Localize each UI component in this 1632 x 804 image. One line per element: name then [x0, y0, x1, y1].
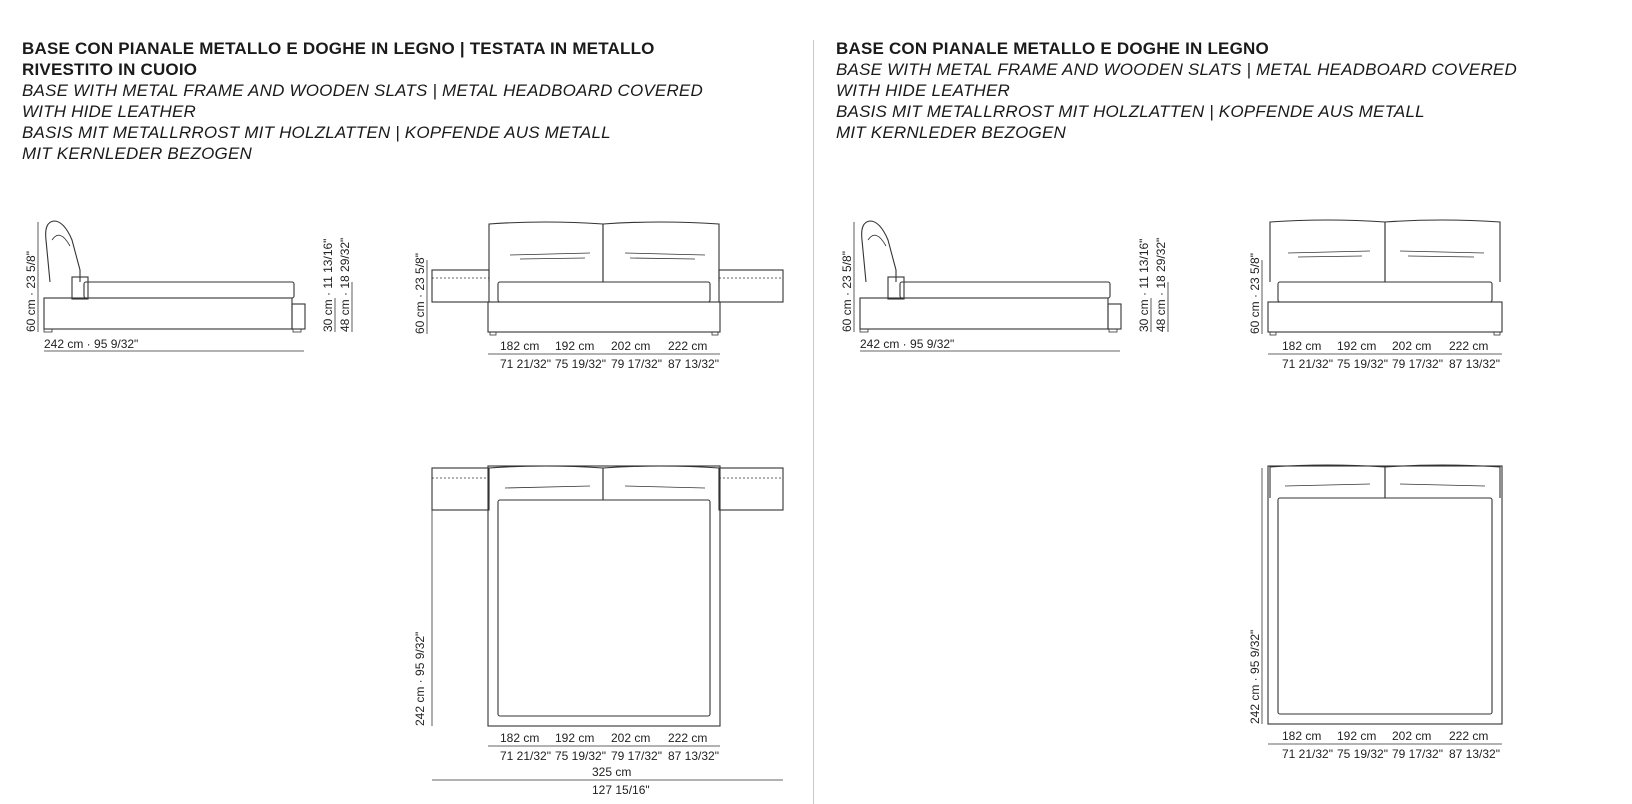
top-width-in-2: 79 17/32": [611, 749, 662, 763]
front-height-label: 60 cm · 23 5/8": [413, 253, 427, 334]
right-width-cm-0: 182 cm: [1282, 339, 1322, 353]
top-width-cm-1: 192 cm: [555, 731, 595, 745]
right-side-view: [840, 221, 1168, 351]
width-in-0: 71 21/32": [500, 357, 551, 371]
right-front-view: [1248, 220, 1502, 371]
right-width-in-0: 71 21/32": [1282, 357, 1333, 371]
top-width-in-0: 71 21/32": [500, 749, 551, 763]
top-length-label: 242 cm · 95 9/32": [413, 631, 427, 726]
top-width-cm-2: 202 cm: [611, 731, 651, 745]
right-top-width-cm-1: 192 cm: [1337, 729, 1377, 743]
right-top-width-cm-0: 182 cm: [1282, 729, 1322, 743]
left-title-german: BASIS MIT METALLRROST MIT HOLZLATTEN | KOPFENDE AUS METALL MIT KERNLEDER BEZOGEN: [22, 123, 611, 163]
left-title-italian: BASE CON PIANALE METALLO E DOGHE IN LEGNO | TESTATA IN METALLO RIVESTITO IN CUOIO: [22, 39, 655, 79]
left-front-view: [413, 222, 783, 354]
right-top-width-cm-3: 222 cm: [1449, 729, 1489, 743]
width-cm-0: 182 cm: [500, 339, 540, 353]
side-height-label: 60 cm · 23 5/8": [24, 251, 38, 332]
top-width-cm-0: 182 cm: [500, 731, 540, 745]
width-in-1: 75 19/32": [555, 357, 606, 371]
right-width-in-3: 87 13/32": [1449, 357, 1500, 371]
top-width-cm-3: 222 cm: [668, 731, 708, 745]
overall-width-cm: 325 cm: [592, 765, 632, 779]
side-base-height-label: 30 cm · 11 13/16": [321, 238, 335, 332]
right-top-width-in-2: 79 17/32": [1392, 747, 1443, 761]
right-side-length-label: 242 cm · 95 9/32": [860, 337, 955, 351]
left-title-english: BASE WITH METAL FRAME AND WOODEN SLATS | METAL HEADBOARD COVERED WITH HIDE LEATHER: [22, 81, 703, 121]
left-side-view: [24, 221, 352, 351]
left-top-view: [413, 466, 783, 797]
right-width-cm-3: 222 cm: [1449, 339, 1489, 353]
top-width-in-3: 87 13/32": [668, 749, 719, 763]
right-title-italian: BASE CON PIANALE METALLO E DOGHE IN LEGNO: [836, 39, 1269, 58]
right-title-english: BASE WITH METAL FRAME AND WOODEN SLATS | METAL HEADBOARD COVERED WITH HIDE LEATHER: [836, 60, 1517, 100]
right-side-base-height-label: 30 cm · 11 13/16": [1137, 238, 1151, 332]
right-title-german: BASIS MIT METALLRROST MIT HOLZLATTEN | KOPFENDE AUS METALL MIT KERNLEDER BEZOGEN: [836, 102, 1425, 142]
right-width-in-2: 79 17/32": [1392, 357, 1443, 371]
width-cm-1: 192 cm: [555, 339, 595, 353]
side-mattress-height-label: 48 cm · 18 29/32": [338, 237, 352, 332]
right-side-height-label: 60 cm · 23 5/8": [840, 251, 854, 332]
right-width-cm-2: 202 cm: [1392, 339, 1432, 353]
width-in-2: 79 17/32": [611, 357, 662, 371]
right-top-width-cm-2: 202 cm: [1392, 729, 1432, 743]
right-width-cm-1: 192 cm: [1337, 339, 1377, 353]
top-width-in-1: 75 19/32": [555, 749, 606, 763]
right-top-width-in-1: 75 19/32": [1337, 747, 1388, 761]
right-top-width-in-3: 87 13/32": [1449, 747, 1500, 761]
width-cm-3: 222 cm: [668, 339, 708, 353]
right-front-height-label: 60 cm · 23 5/8": [1248, 253, 1262, 334]
side-length-label: 242 cm · 95 9/32": [44, 337, 139, 351]
width-cm-2: 202 cm: [611, 339, 651, 353]
right-side-mattress-height-label: 48 cm · 18 29/32": [1154, 237, 1168, 332]
right-top-width-in-0: 71 21/32": [1282, 747, 1333, 761]
width-in-3: 87 13/32": [668, 357, 719, 371]
right-top-view: [1248, 465, 1502, 761]
right-width-in-1: 75 19/32": [1337, 357, 1388, 371]
overall-width-in: 127 15/16": [592, 783, 650, 797]
left-front-widths: [500, 339, 719, 371]
right-top-length-label: 242 cm · 95 9/32": [1248, 629, 1262, 724]
